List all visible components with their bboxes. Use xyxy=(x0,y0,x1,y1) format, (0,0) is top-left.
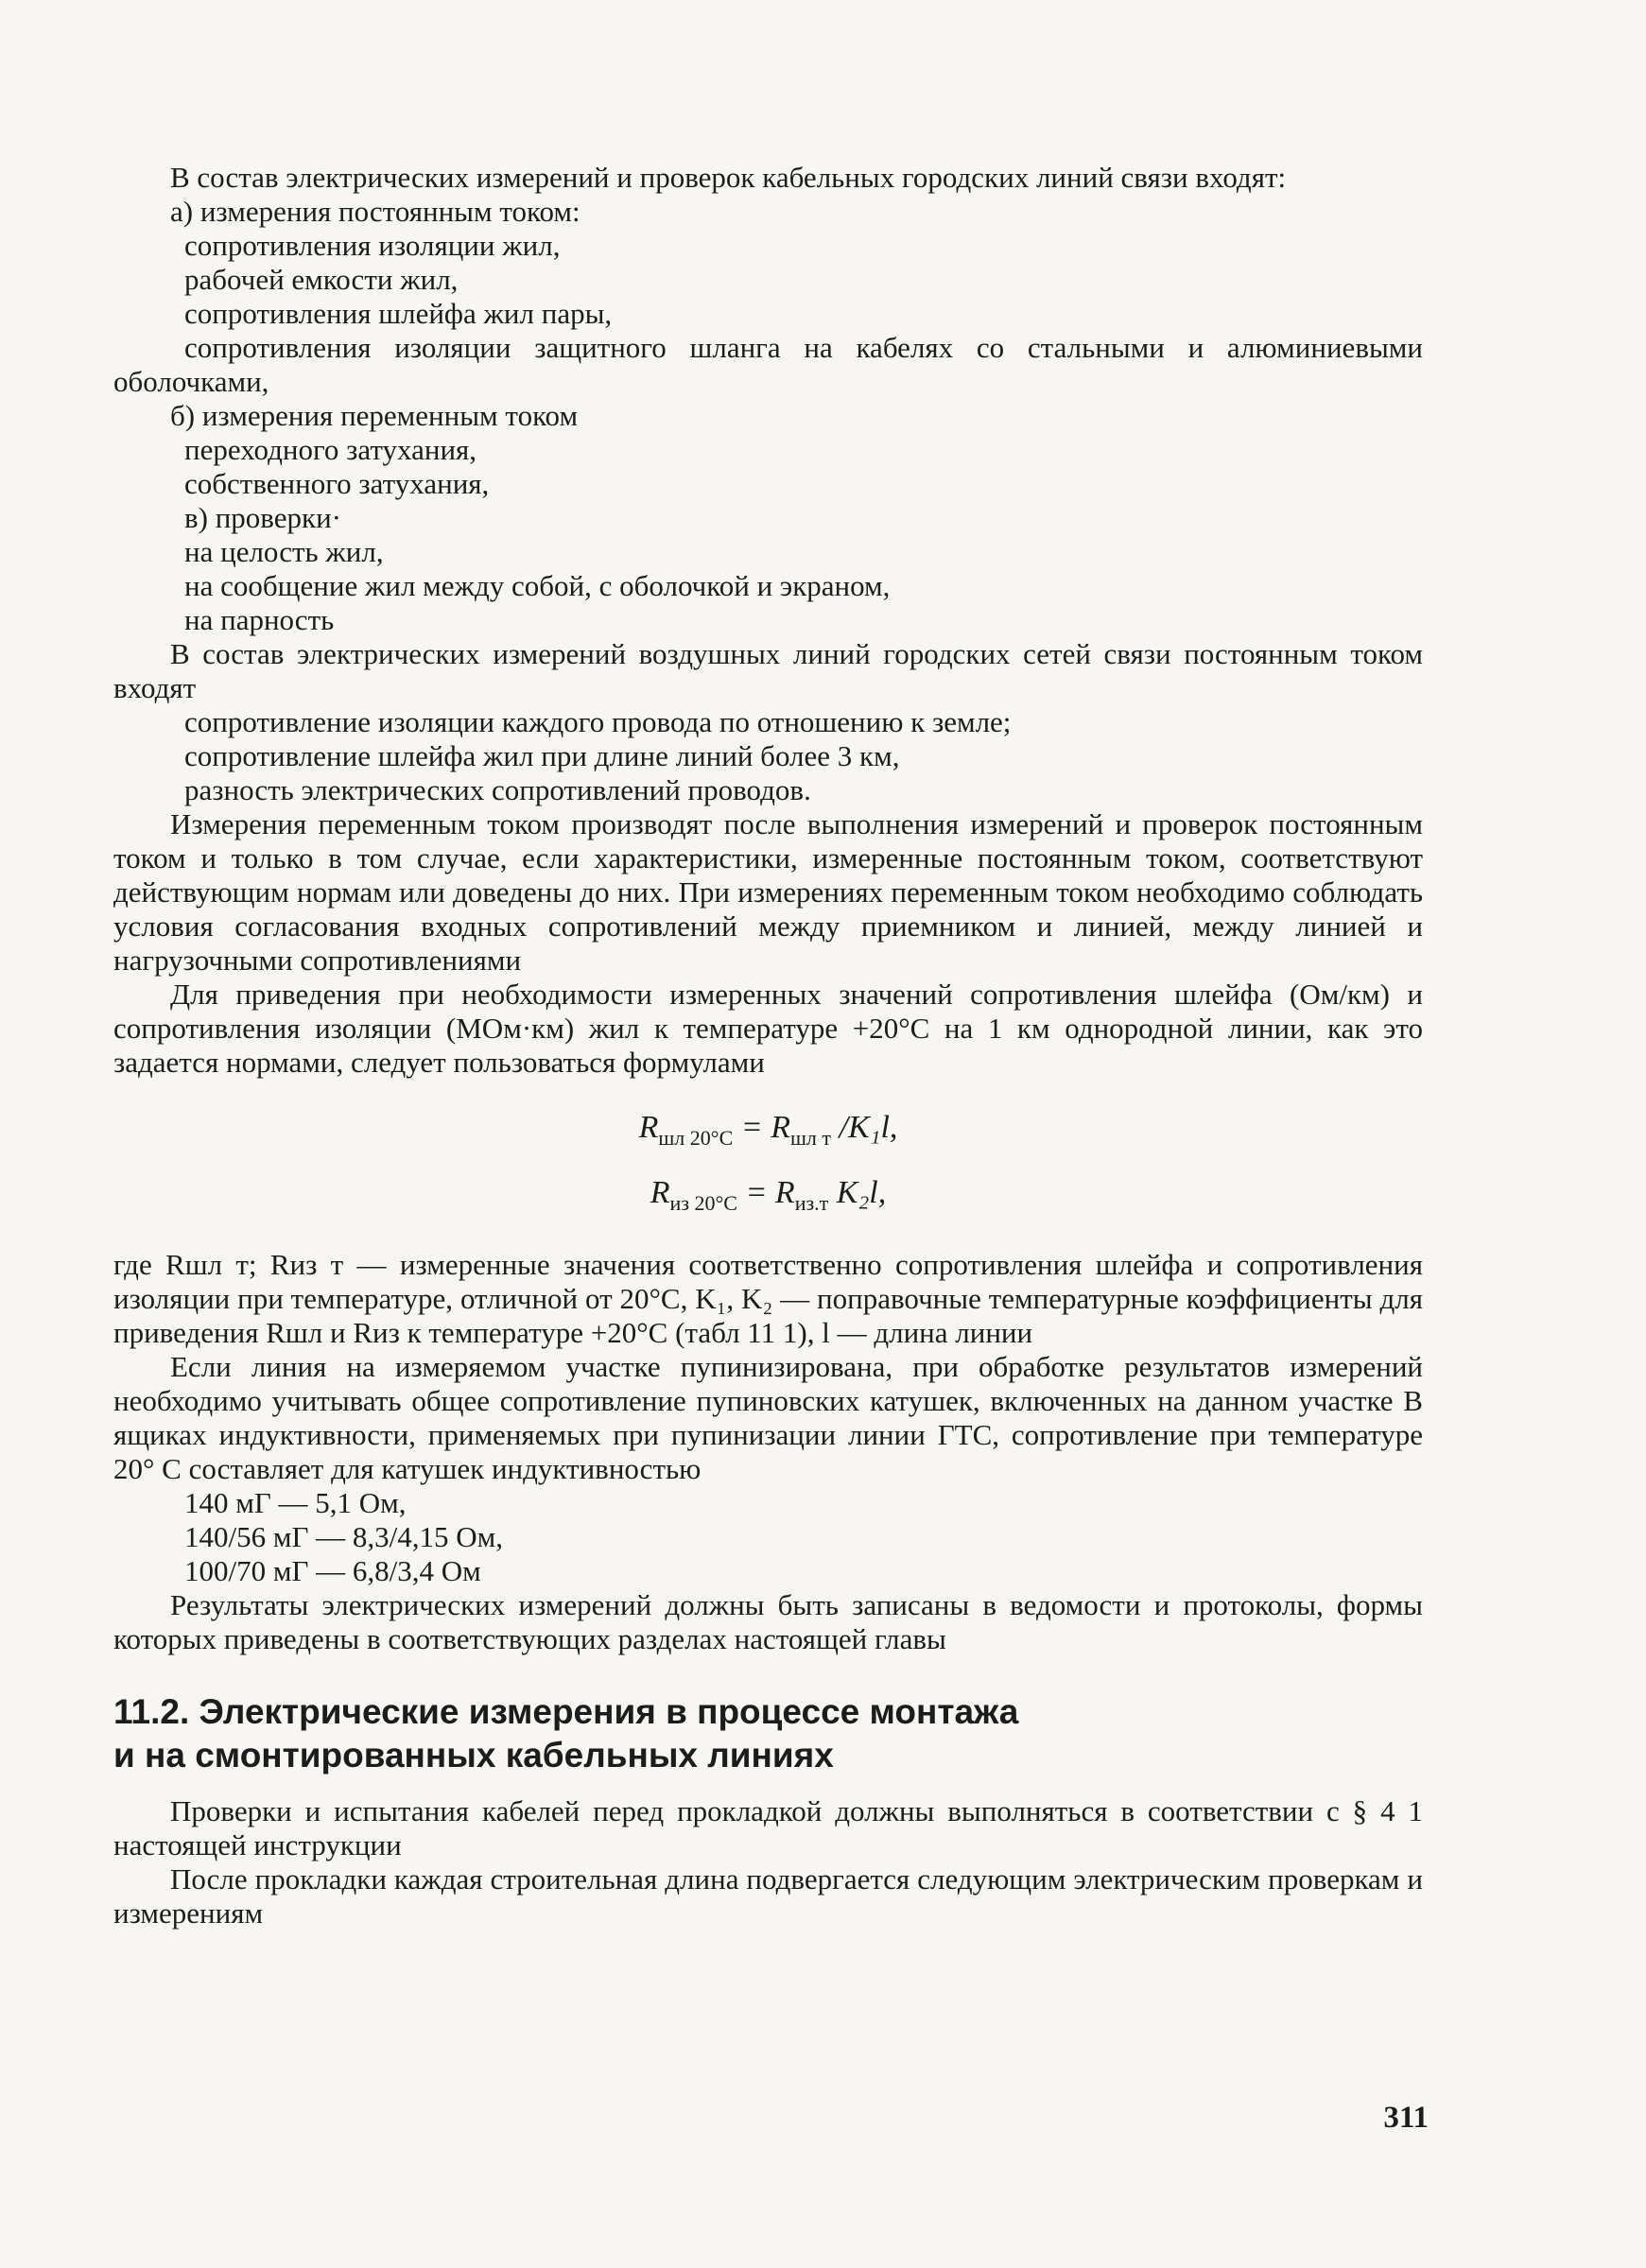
paragraph-where: где Rшл т; Rиз т — измеренные значения соответственно сопротивления шлейфа и сопротивления изоляции при температуре, отличной от 20°С, K₁, K₂ — поправочные температурные коэффициенты для приведения Rшл и Rиз к температуре +20°С (табл 11 1), l — длина линии xyxy=(113,1247,1423,1349)
list-item: переходного затухания, xyxy=(184,433,477,466)
section-heading: 11.2. Электрические измерения в процессе монтажа и на смонтированных кабельных линиях xyxy=(113,1691,1019,1775)
list-item: на целость жил, xyxy=(184,535,384,568)
list-item: сопротивление шлейфа жил при длине линий более 3 км, xyxy=(184,739,900,772)
list-head-a: а) измерения постоянным током: xyxy=(170,195,580,228)
paragraph-temperature: Для приведения при необходимости измеренных значений сопротивления шлейфа (Ом/км) и сопротивления изоляции (МОм·км) жил к температуре +20°С на 1 км однородной линии, как это задается нормами, следует пользоваться формулами xyxy=(113,978,1423,1079)
list-item: на парность xyxy=(184,603,335,636)
list-head-b: б) измерения переменным током xyxy=(170,399,579,432)
paragraph-post-laying: После прокладки каждая строительная длина подвергается следующим электрическим проверкам и измерениям xyxy=(113,1861,1423,1930)
list-item: собственного затухания, xyxy=(184,467,490,500)
page-number: 311 xyxy=(1383,2101,1429,2135)
list-item: 100/70 мГ — 6,8/3,4 Ом xyxy=(184,1553,481,1587)
page-body xyxy=(113,161,1423,1930)
paragraph-results: Результаты электрических измерений должны быть записаны в ведомости и протоколы, формы которых приведены в соответствующих разделах настоящей главы xyxy=(113,1587,1423,1655)
list-item: 140/56 мГ — 8,3/4,15 Ом, xyxy=(184,1519,504,1553)
list-item: сопротивления изоляции защитного шланга на кабелях со стальными и алюминиевыми оболочками, xyxy=(113,331,1423,398)
list-item: на сообщение жил между собой, с оболочкой и экраном, xyxy=(184,569,891,602)
list-head-c: в) проверки· xyxy=(184,501,341,534)
paragraph-pupinization: Если линия на измеряемом участке пупинизирована, при обработке результатов измерений необходимо учитывать общее сопротивление пупиновских катушек, включенных на данном участке В ящиках индуктивности, применяемых при пупинизации линии ГТС, сопротивление при температуре 20° С составляет для катушек индуктивностью xyxy=(113,1349,1423,1485)
formula-block xyxy=(113,1100,1423,1231)
list-item: разность электрических сопротивлений проводов. xyxy=(184,773,811,806)
list-item: сопротивления шлейфа жил пары, xyxy=(184,297,613,330)
paragraph-pre-laying: Проверки и испытания кабелей перед прокладкой должны выполняться в соответствии с § 4 1 настоящей инструкции xyxy=(113,1793,1423,1861)
paragraph-ac-measurements: Измерения переменным током производят после выполнения измерений и проверок постоянным током и только в том случае, если характеристики, измеренные постоянным током, соответствуют действующим нормам или доведены до них. При измерениях переменным током необходимо соблюдать условия согласования входных сопротивлений между приемником и линией, между линией и нагрузочными сопротивлениями xyxy=(113,807,1423,977)
paragraph-cable-intro: В состав электрических измерений и проверок кабельных городских линий связи входят: xyxy=(170,161,1287,194)
list-item: 140 мГ — 5,1 Ом, xyxy=(184,1485,407,1519)
list-item: сопротивления изоляции жил, xyxy=(184,229,561,262)
list-item: сопротивление изоляции каждого провода по отношению к земле; xyxy=(184,705,1012,738)
formula-insulation: $R_{из 20^\circ С} = R_{из.т}$ K₂l, xyxy=(650,1174,887,1215)
list-item: рабочей емкости жил, xyxy=(184,263,459,296)
paragraph-air-intro: В состав электрических измерений воздушных линий городских сетей связи постоянным током входят xyxy=(113,637,1423,704)
formula-loop: $R_{шл 20^\circ С} = R_{шл т}$ /K₁l, xyxy=(638,1110,898,1150)
